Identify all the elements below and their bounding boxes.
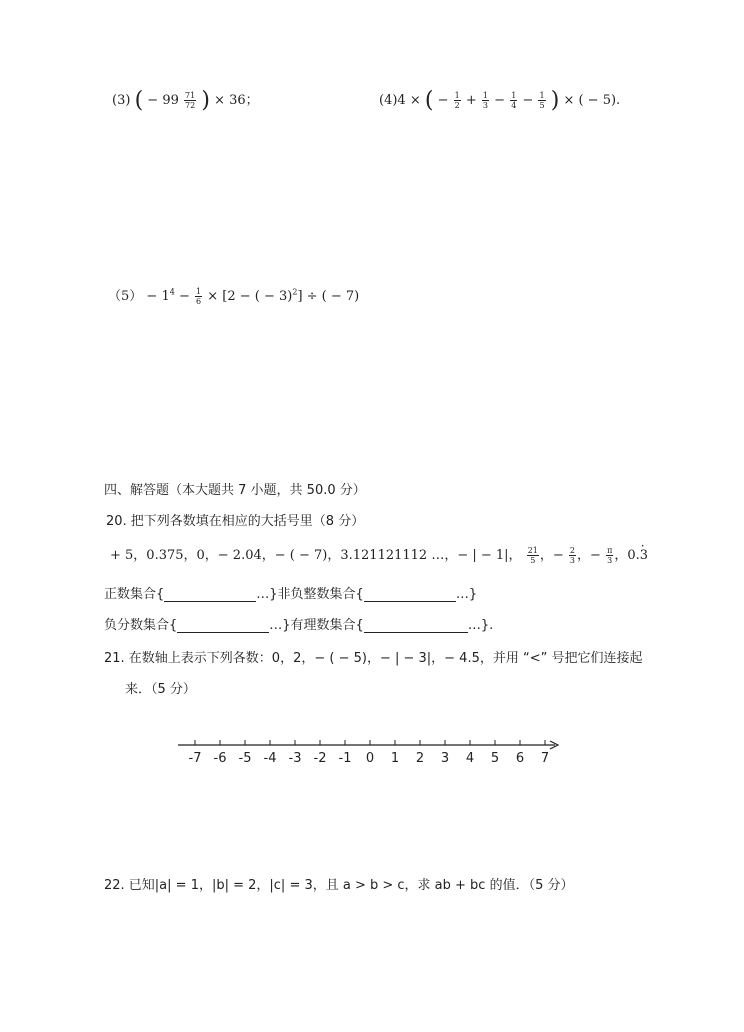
fraction-1-2: $\frac{1}{2}$ xyxy=(454,91,460,110)
fraction-1-6: $\frac{1}{6}$ xyxy=(196,287,202,306)
rational-set-label: …}有理数集合{ xyxy=(269,618,364,633)
question-22: 22. 已知|a| = 1，|b| = 2，|c| = 3，且 a > b > c，求 ab + bc 的值．（5 分） xyxy=(104,878,574,893)
number-line-ticks xyxy=(189,740,550,766)
repeating-digit: 3 · xyxy=(640,548,648,563)
number-line-tick-label: -7 xyxy=(188,751,202,766)
term: ] ÷ ( − 7) xyxy=(297,289,360,304)
term: − 1 xyxy=(146,289,170,304)
positive-set-blank[interactable] xyxy=(164,587,256,602)
separator: ，− xyxy=(577,548,601,563)
number-line-tick-label: 3 xyxy=(440,751,450,766)
number-line-tick-label: 0 xyxy=(365,751,375,766)
number-line-tick-label: -6 xyxy=(213,751,227,766)
fraction-1-3: $\frac{1}{3}$ xyxy=(482,91,489,110)
question-20-numbers xyxy=(110,544,648,565)
number-line-tick-label: 2 xyxy=(415,751,425,766)
separator: ，− xyxy=(539,548,564,563)
exponent: 4 xyxy=(169,287,175,297)
neg-fraction-set-blank[interactable] xyxy=(177,618,269,633)
operator: + xyxy=(465,93,477,108)
separator: ，0. xyxy=(614,548,640,563)
set-row-1 xyxy=(104,583,477,602)
number-line-tick-label: -5 xyxy=(238,751,252,766)
right-paren: ) xyxy=(550,88,560,113)
problem-3-lead: − 99 xyxy=(147,93,179,108)
fraction-pi-3: $\frac{\pi}{3}$ xyxy=(607,546,613,565)
fraction-21-5: $\frac{21}{5}$ xyxy=(527,546,538,565)
fraction-2-3: $\frac{2}{3}$ xyxy=(569,546,576,565)
number-line-tick-label: 1 xyxy=(390,751,400,766)
question-21-line2: 来．（5 分） xyxy=(125,682,196,697)
nonneg-int-set-label: …}非负整数集合{ xyxy=(256,587,364,602)
set-row-2 xyxy=(104,614,493,633)
term: × [2 − ( − 3) xyxy=(207,289,293,304)
number-line xyxy=(170,732,570,772)
number-line-tick-label: 5 xyxy=(490,751,500,766)
exponent: 2 xyxy=(292,287,298,297)
operator: − xyxy=(494,93,506,108)
positive-set-label: 正数集合{ xyxy=(104,587,165,602)
operator: − xyxy=(522,93,534,108)
problem-4-label: (4)4 × xyxy=(379,93,421,108)
nonneg-int-set-blank[interactable] xyxy=(364,587,456,602)
problem-5 xyxy=(108,285,359,306)
number-line-tick-label: 7 xyxy=(540,751,550,766)
operator: − xyxy=(178,289,190,304)
problem-3-tail: × 36； xyxy=(214,93,259,108)
number-line-tick-label: -2 xyxy=(313,751,327,766)
number-line-tick-label: -4 xyxy=(263,751,277,766)
problem-3-fraction: $\frac{71}{72}$ xyxy=(185,91,196,110)
number-line-tick-label: -3 xyxy=(288,751,302,766)
section-heading: 四、解答题（本大题共 7 小题，共 50.0 分） xyxy=(104,483,366,498)
fraction-1-4: $\frac{1}{4}$ xyxy=(511,91,517,110)
problem-5-label: （5） xyxy=(108,289,143,304)
left-paren: ( xyxy=(424,88,434,113)
number-line-tick-label: 4 xyxy=(465,751,475,766)
sign: − xyxy=(437,93,449,108)
problem-4 xyxy=(379,88,620,113)
problem-3-label: (3) xyxy=(112,93,131,108)
problem-3 xyxy=(112,88,259,113)
fraction-1-5: $\frac{1}{5}$ xyxy=(539,91,545,110)
neg-fraction-set-label: 负分数集合{ xyxy=(104,618,178,633)
number-list: + 5，0.375，0，− 2.04，− ( − 7)，3.121121112 …，− | − 1|， xyxy=(110,548,522,563)
rational-set-blank[interactable] xyxy=(364,618,468,633)
left-paren: ( xyxy=(134,88,144,113)
set-close: …} xyxy=(455,587,478,602)
question-21-line1: 21. 在数轴上表示下列各数：0，2，− ( − 5)，− | − 3|，− 4.5，并用 “<” 号把它们连接起 xyxy=(104,651,643,666)
right-paren: ) xyxy=(201,88,210,113)
set-close: …}. xyxy=(467,618,494,633)
problem-4-tail: × ( − 5). xyxy=(563,93,621,108)
number-line-tick-label: -1 xyxy=(338,751,352,766)
number-line-tick-label: 6 xyxy=(515,751,525,766)
question-20-title: 20. 把下列各数填在相应的大括号里（8 分） xyxy=(106,514,365,529)
